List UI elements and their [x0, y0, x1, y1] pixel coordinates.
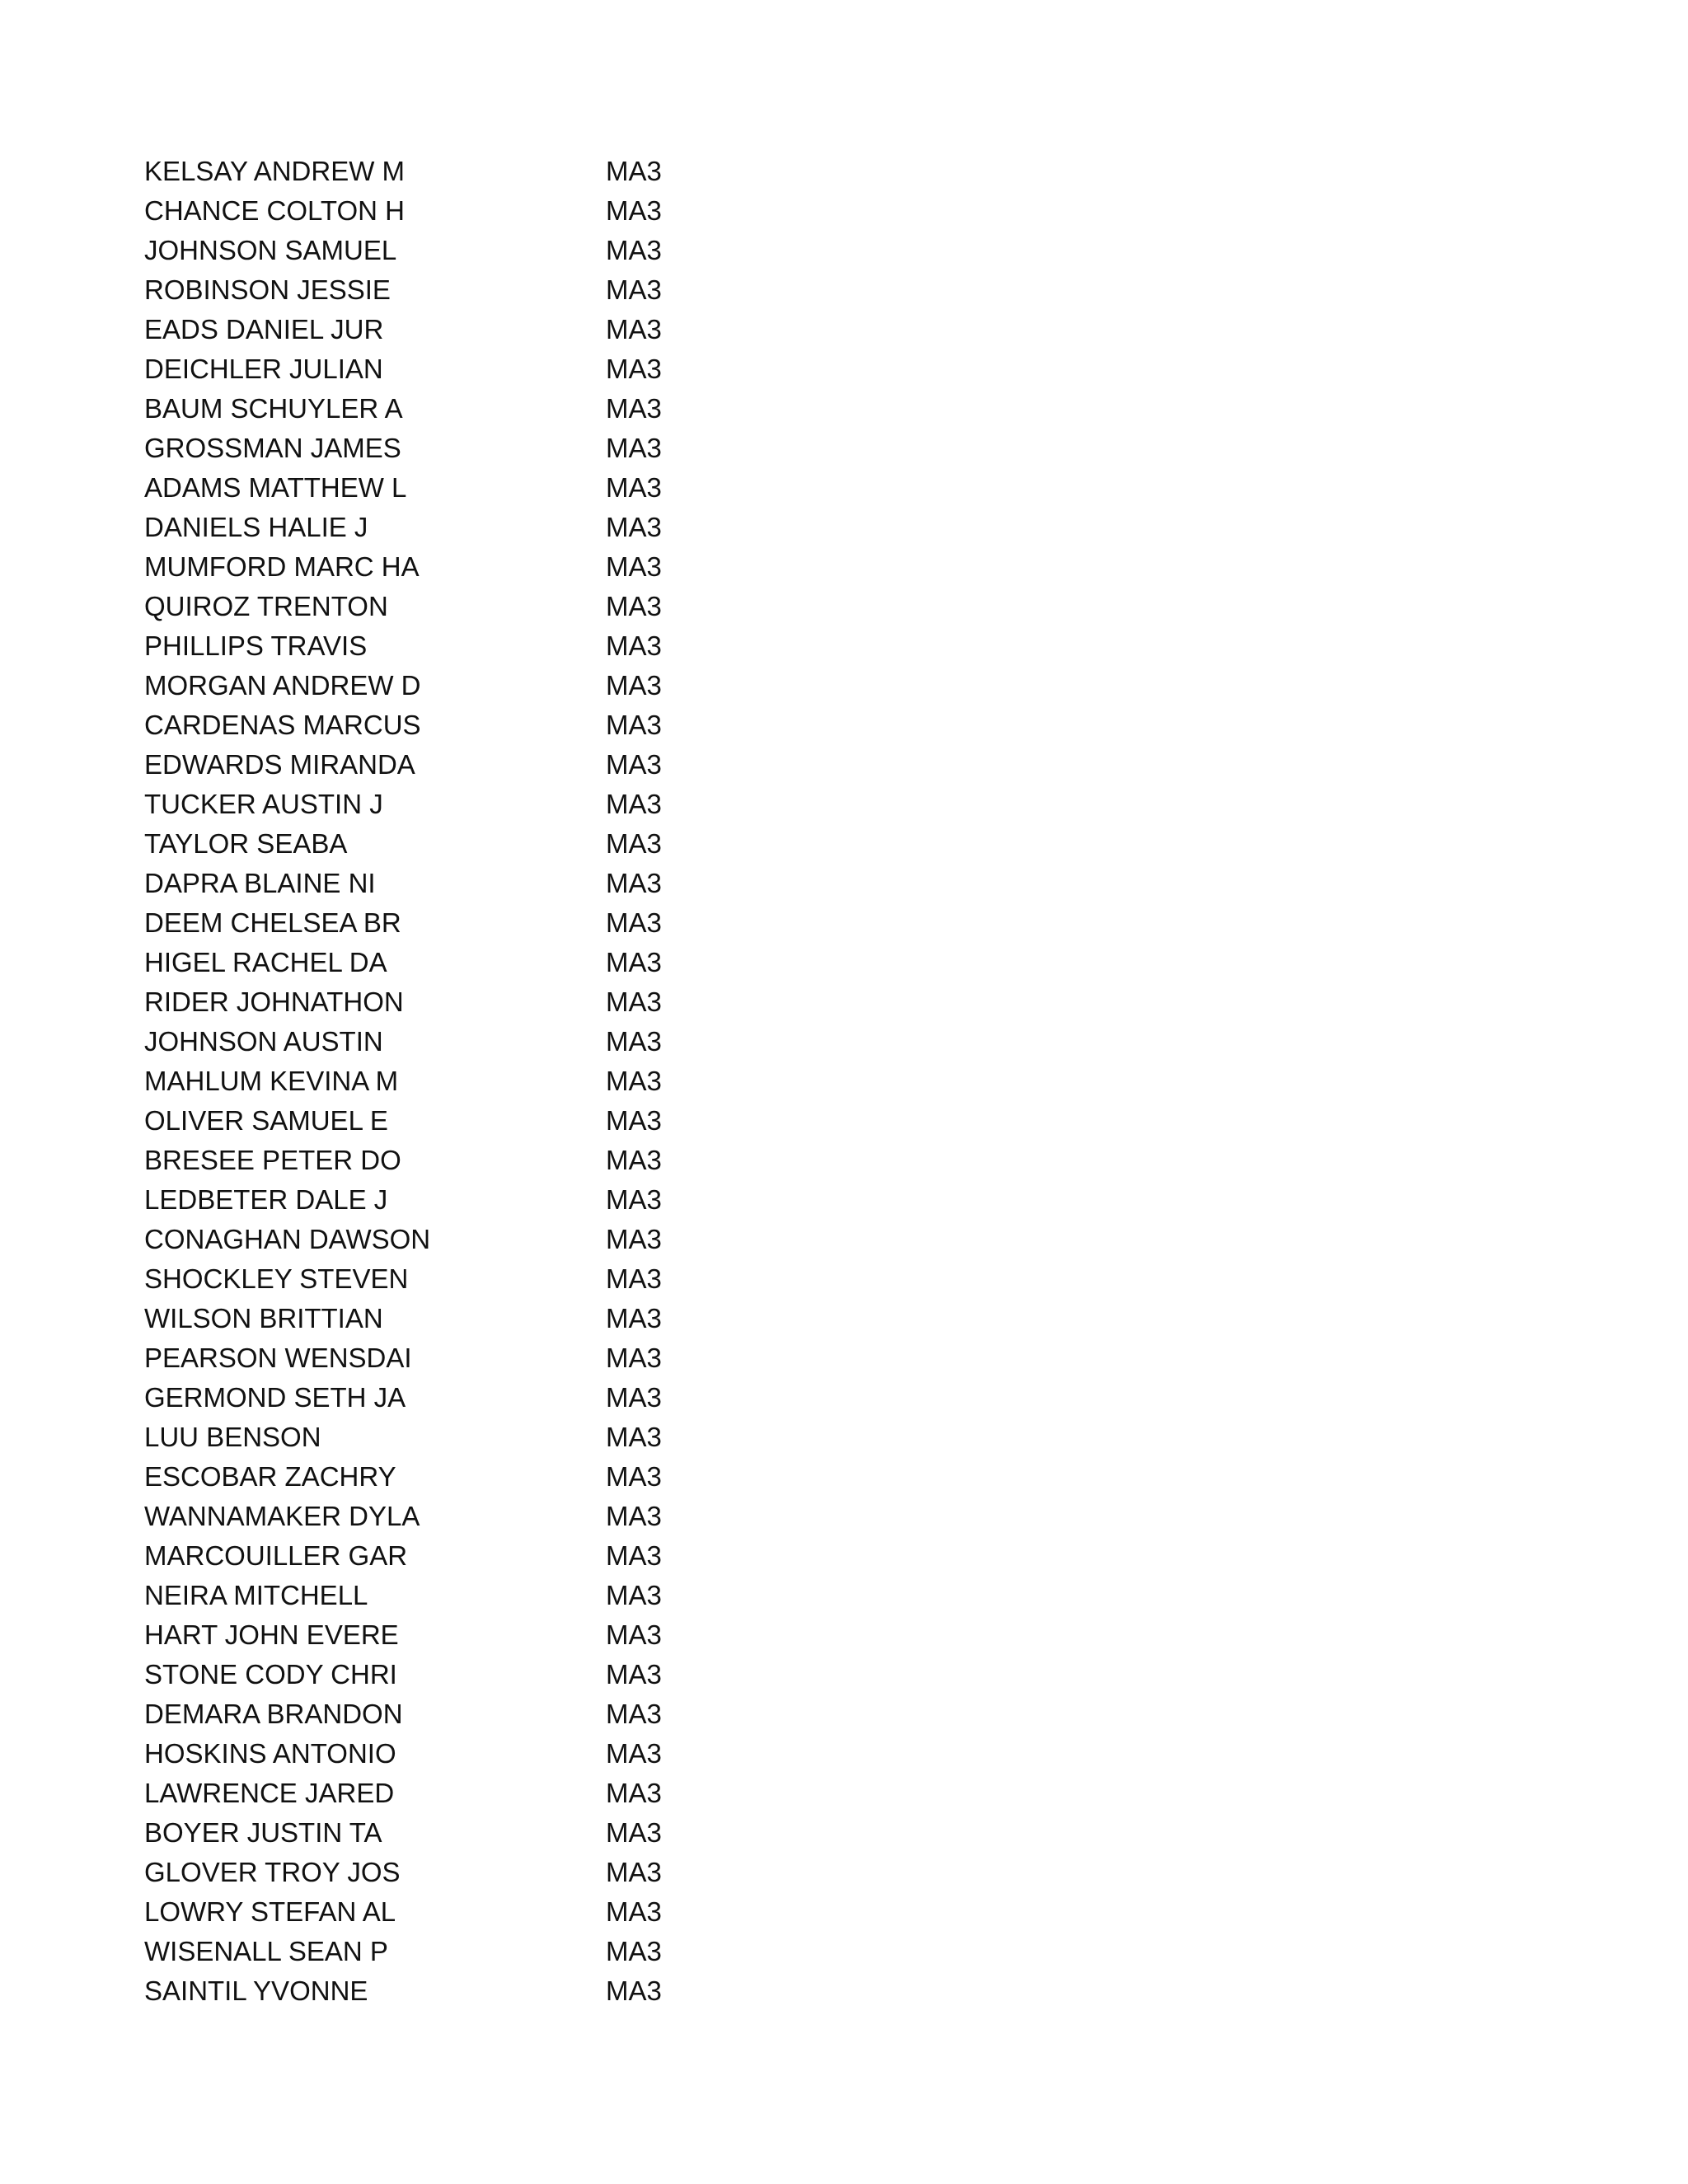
list-item [144, 864, 968, 903]
person-name: HART JOHN EVERE [144, 1619, 399, 1650]
list-item [144, 982, 968, 1022]
list-item [144, 1259, 968, 1299]
classification-code: MA3 [606, 1105, 662, 1136]
classification-code: MA3 [606, 433, 662, 463]
classification-code: MA3 [606, 195, 662, 226]
classification-code: MA3 [606, 1422, 662, 1452]
list-item [144, 1813, 968, 1853]
person-name: DEEM CHELSEA BR [144, 907, 401, 938]
list-item [144, 429, 968, 468]
list-item [144, 1180, 968, 1220]
person-name: LUU BENSON [144, 1422, 321, 1452]
person-name: NEIRA MITCHELL [144, 1580, 368, 1610]
classification-code: MA3 [606, 828, 662, 859]
person-name: BAUM SCHUYLER A [144, 393, 403, 424]
person-name: QUIROZ TRENTON [144, 591, 388, 621]
person-name: DAPRA BLAINE NI [144, 868, 376, 898]
list-item [144, 1971, 968, 2011]
classification-code: MA3 [606, 1896, 662, 1927]
classification-code: MA3 [606, 868, 662, 898]
list-item [144, 666, 968, 705]
classification-code: MA3 [606, 1501, 662, 1531]
classification-code: MA3 [606, 354, 662, 384]
list-item [144, 1338, 968, 1378]
list-item [144, 270, 968, 310]
list-item [144, 1576, 968, 1615]
person-name: LOWRY STEFAN AL [144, 1896, 396, 1927]
classification-code: MA3 [606, 947, 662, 977]
person-name: PHILLIPS TRAVIS [144, 630, 368, 661]
person-name: CARDENAS MARCUS [144, 710, 421, 740]
classification-code: MA3 [606, 1659, 662, 1690]
classification-code: MA3 [606, 314, 662, 344]
classification-code: MA3 [606, 1066, 662, 1096]
classification-code: MA3 [606, 1699, 662, 1729]
list-item [144, 1892, 968, 1932]
classification-code: MA3 [606, 1975, 662, 2006]
list-item [144, 152, 968, 191]
person-name: ADAMS MATTHEW L [144, 472, 407, 503]
person-name: MUMFORD MARC HA [144, 551, 420, 582]
classification-code: MA3 [606, 274, 662, 305]
list-item [144, 785, 968, 824]
person-name: WILSON BRITTIAN [144, 1303, 383, 1333]
person-name: GROSSMAN JAMES [144, 433, 401, 463]
classification-code: MA3 [606, 1263, 662, 1294]
classification-code: MA3 [606, 749, 662, 780]
classification-code: MA3 [606, 1303, 662, 1333]
classification-code: MA3 [606, 551, 662, 582]
list-item [144, 1062, 968, 1101]
classification-code: MA3 [606, 1461, 662, 1492]
person-name: WISENALL SEAN P [144, 1936, 388, 1966]
classification-code: MA3 [606, 1382, 662, 1413]
list-item [144, 1774, 968, 1813]
list-item [144, 547, 968, 587]
list-item [144, 1299, 968, 1338]
person-name: TUCKER AUSTIN J [144, 789, 383, 819]
list-item [144, 1932, 968, 1971]
person-name: CHANCE COLTON H [144, 195, 405, 226]
list-item [144, 1141, 968, 1180]
list-item [144, 468, 968, 508]
person-name: SHOCKLEY STEVEN [144, 1263, 409, 1294]
person-name: JOHNSON SAMUEL [144, 235, 397, 265]
person-name: RIDER JOHNATHON [144, 987, 404, 1017]
classification-code: MA3 [606, 1540, 662, 1571]
name-code-list [144, 152, 968, 2011]
person-name: WANNAMAKER DYLA [144, 1501, 420, 1531]
list-item [144, 231, 968, 270]
list-item [144, 389, 968, 429]
classification-code: MA3 [606, 907, 662, 938]
classification-code: MA3 [606, 987, 662, 1017]
list-item [144, 626, 968, 666]
person-name: CONAGHAN DAWSON [144, 1224, 431, 1254]
list-item [144, 349, 968, 389]
list-item [144, 745, 968, 785]
person-name: EDWARDS MIRANDA [144, 749, 415, 780]
person-name: PEARSON WENSDAI [144, 1343, 412, 1373]
classification-code: MA3 [606, 512, 662, 542]
list-item [144, 1615, 968, 1655]
person-name: HIGEL RACHEL DA [144, 947, 387, 977]
person-name: EADS DANIEL JUR [144, 314, 384, 344]
person-name: KELSAY ANDREW M [144, 156, 406, 186]
classification-code: MA3 [606, 235, 662, 265]
classification-code: MA3 [606, 1184, 662, 1215]
list-item [144, 1378, 968, 1418]
person-name: GERMOND SETH JA [144, 1382, 406, 1413]
list-item [144, 1734, 968, 1774]
list-item [144, 1457, 968, 1497]
person-name: LAWRENCE JARED [144, 1778, 395, 1808]
person-name: LEDBETER DALE J [144, 1184, 388, 1215]
list-item [144, 1220, 968, 1259]
list-item [144, 1694, 968, 1734]
person-name: JOHNSON AUSTIN [144, 1026, 383, 1057]
classification-code: MA3 [606, 1224, 662, 1254]
person-name: STONE CODY CHRI [144, 1659, 397, 1690]
person-name: HOSKINS ANTONIO [144, 1738, 396, 1769]
classification-code: MA3 [606, 1857, 662, 1887]
person-name: MARCOUILLER GAR [144, 1540, 408, 1571]
classification-code: MA3 [606, 1580, 662, 1610]
classification-code: MA3 [606, 472, 662, 503]
classification-code: MA3 [606, 1936, 662, 1966]
list-item [144, 1022, 968, 1062]
person-name: MORGAN ANDREW D [144, 670, 421, 701]
list-item [144, 705, 968, 745]
list-item [144, 1655, 968, 1694]
list-item [144, 508, 968, 547]
list-item [144, 1853, 968, 1892]
person-name: BRESEE PETER DO [144, 1145, 401, 1175]
person-name: GLOVER TROY JOS [144, 1857, 401, 1887]
list-item [144, 943, 968, 982]
person-name: ROBINSON JESSIE [144, 274, 391, 305]
person-name: SAINTIL YVONNE [144, 1975, 368, 2006]
list-item [144, 824, 968, 864]
list-item [144, 903, 968, 943]
list-item [144, 1497, 968, 1536]
person-name: MAHLUM KEVINA M [144, 1066, 399, 1096]
classification-code: MA3 [606, 156, 662, 186]
classification-code: MA3 [606, 630, 662, 661]
person-name: DEMARA BRANDON [144, 1699, 403, 1729]
list-item [144, 1101, 968, 1141]
classification-code: MA3 [606, 1026, 662, 1057]
list-item [144, 587, 968, 626]
person-name: ESCOBAR ZACHRY [144, 1461, 396, 1492]
classification-code: MA3 [606, 710, 662, 740]
list-item [144, 1418, 968, 1457]
classification-code: MA3 [606, 591, 662, 621]
classification-code: MA3 [606, 670, 662, 701]
person-name: TAYLOR SEABA [144, 828, 348, 859]
classification-code: MA3 [606, 1145, 662, 1175]
person-name: OLIVER SAMUEL E [144, 1105, 388, 1136]
person-name: DEICHLER JULIAN [144, 354, 383, 384]
classification-code: MA3 [606, 1817, 662, 1848]
list-item [144, 310, 968, 349]
classification-code: MA3 [606, 789, 662, 819]
person-name: BOYER JUSTIN TA [144, 1817, 382, 1848]
classification-code: MA3 [606, 1343, 662, 1373]
classification-code: MA3 [606, 1778, 662, 1808]
classification-code: MA3 [606, 1738, 662, 1769]
person-name: DANIELS HALIE J [144, 512, 368, 542]
list-item [144, 1536, 968, 1576]
list-item [144, 191, 968, 231]
classification-code: MA3 [606, 393, 662, 424]
classification-code: MA3 [606, 1619, 662, 1650]
